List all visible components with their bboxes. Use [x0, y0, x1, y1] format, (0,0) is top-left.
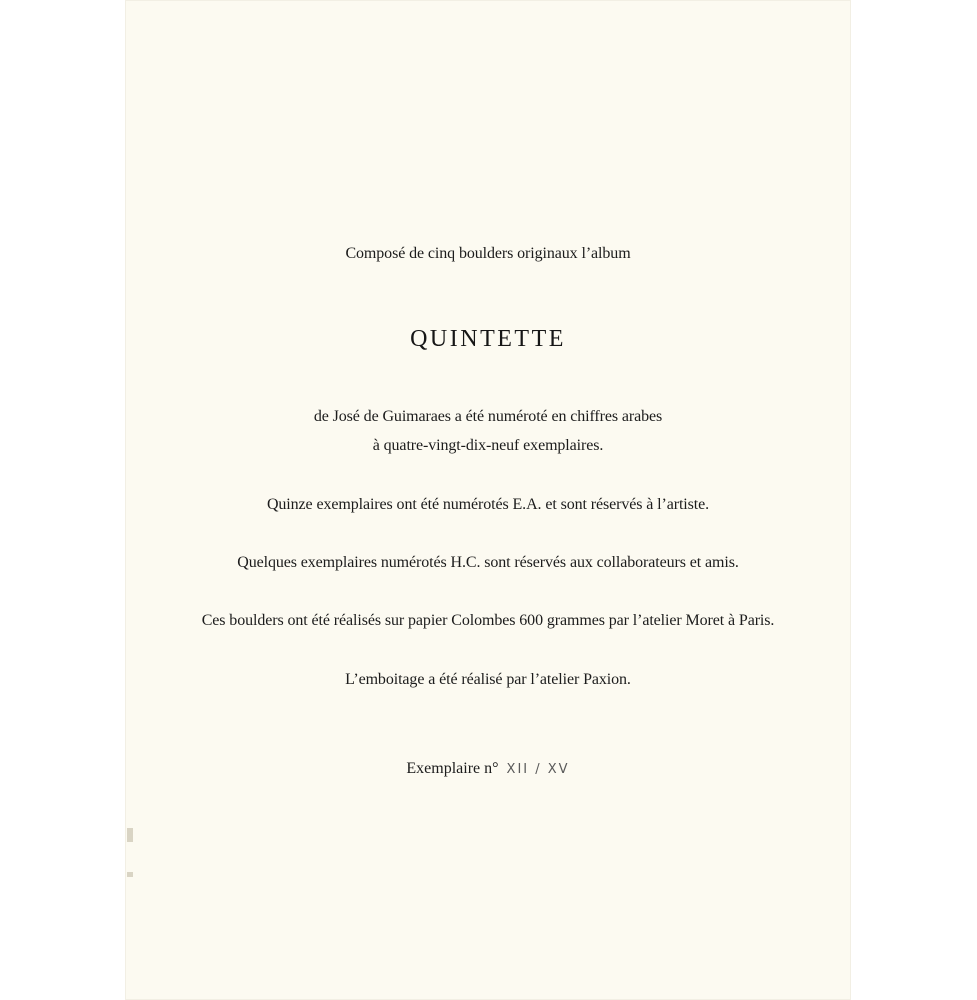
paper-printer-line: Ces boulders ont été réalisés sur papier Colombes 600 grammes par l’atelier Moret à Paris. [201, 612, 775, 629]
copy-number-label: Exemplaire n° [406, 760, 499, 777]
album-title: QUINTETTE [410, 326, 566, 352]
intro-line: Composé de cinq boulders originaux l’album [345, 245, 631, 262]
copy-number-line [125, 760, 851, 778]
author-line: de José de Guimaraes a été numéroté en chiffres arabes [313, 408, 663, 425]
hors-commerce-line: Quelques exemplaires numérotés H.C. sont réservés aux collaborateurs et amis. [237, 554, 739, 571]
colophon-sheet [125, 0, 851, 1000]
copy-number-handwritten: XII / XV [506, 762, 570, 777]
edition-size-line: à quatre-vingt-dix-neuf exemplaires. [372, 437, 604, 454]
paper-edge-mark [127, 872, 133, 877]
artist-proofs-line: Quinze exemplaires ont été numérotés E.A. et sont réservés à l’artiste. [266, 496, 710, 513]
paper-edge-mark [127, 828, 133, 842]
casing-line: L’emboitage a été réalisé par l’atelier Paxion. [345, 671, 631, 688]
